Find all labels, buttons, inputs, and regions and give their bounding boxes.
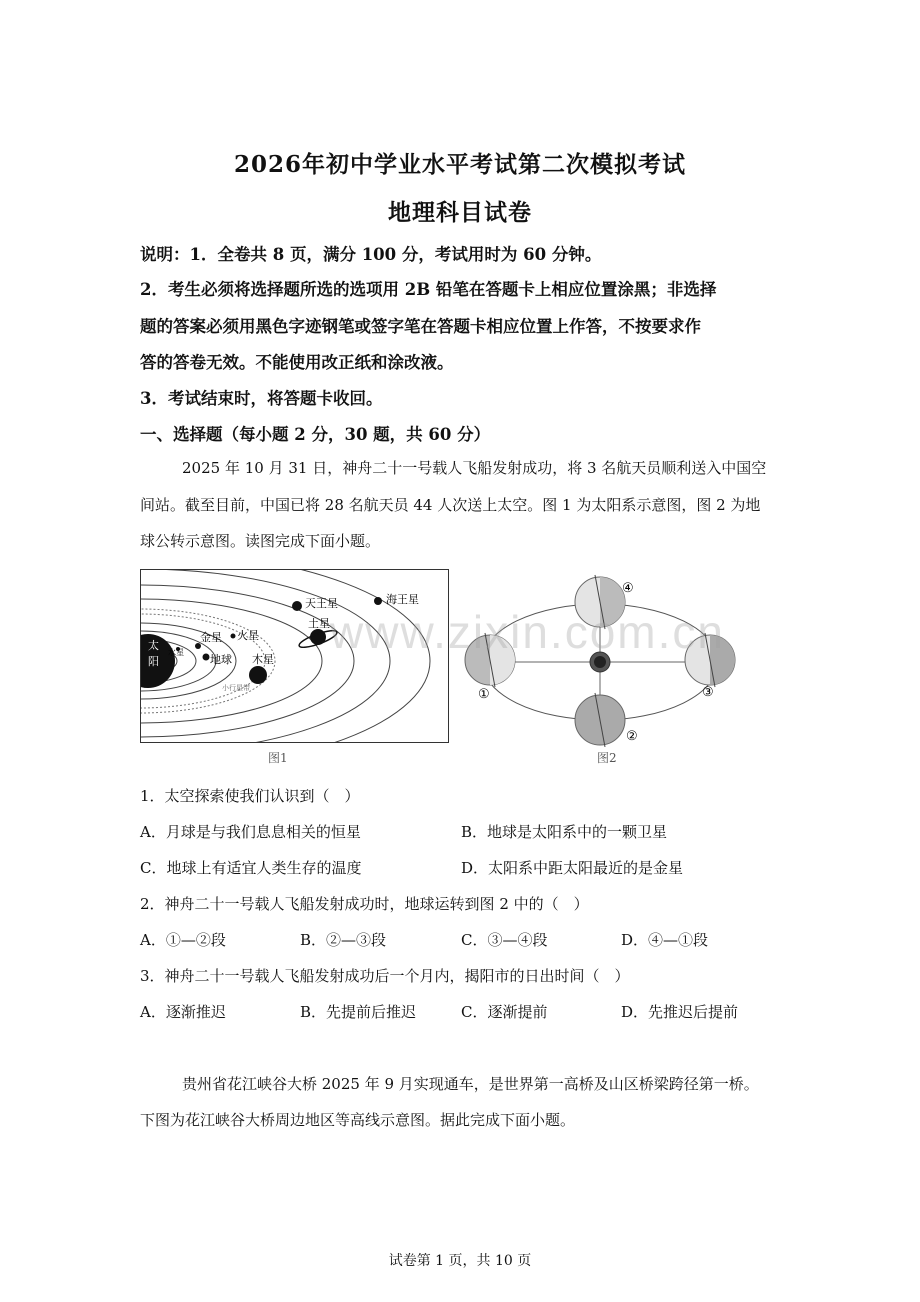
jupiter-label: 木星 — [252, 653, 274, 666]
earth-label: 地球 — [210, 653, 232, 666]
fig2-caption: 图2 — [597, 751, 617, 765]
passage2-line-1: 贵州省花江峡谷大桥 2025 年 9 月实现通车，是世界第一高桥及山区桥梁跨径第一桥。 — [182, 1075, 759, 1093]
sun-label-2: 阳 — [148, 655, 159, 668]
q3-stem: 3．神舟二十一号载人飞船发射成功后一个月内，揭阳市的日出时间（ ） — [140, 967, 630, 985]
page-footer: 试卷第 1 页，共 10 页 — [388, 1253, 532, 1269]
subject-title: 地理科目试卷 — [388, 199, 532, 226]
passage2-line-2: 下图为花江峡谷大桥周边地区等高线示意图。据此完成下面小题。 — [140, 1111, 576, 1129]
section-heading: 一、选择题（每小题 2 分，30 题，共 60 分） — [140, 425, 491, 444]
fig1-caption: 图1 — [268, 751, 288, 765]
q1-option-a: A．月球是与我们息息相关的恒星 — [140, 823, 361, 841]
label-3: ③ — [702, 685, 714, 700]
q2-option-b: B．②—③段 — [300, 931, 387, 949]
mars-label: 火星 — [237, 629, 259, 642]
q2-option-c: C．③—④段 — [461, 931, 548, 949]
q1-stem: 1．太空探索使我们认识到（ ） — [140, 787, 360, 805]
saturn-label: 土星 — [308, 617, 330, 630]
q3-option-c: C．逐渐提前 — [461, 1003, 548, 1021]
instruction-line-5: 3．考试结束时，将答题卡收回。 — [140, 389, 383, 408]
instruction-line-1: 说明：1．全卷共 8 页，满分 100 分，考试用时为 60 分钟。 — [140, 245, 602, 264]
watermark: www.zixin.com.cn — [330, 606, 725, 658]
label-1: ① — [478, 687, 490, 702]
q1-option-d: D．太阳系中距太阳最近的是金星 — [461, 859, 684, 877]
sun-label-1: 太 — [148, 639, 159, 652]
earth-position-2 — [575, 693, 625, 747]
label-2: ② — [626, 729, 638, 744]
mercury-label: 水星 — [168, 648, 184, 657]
asteroid-label: 小行星带 — [222, 684, 250, 692]
exam-title: 2026年初中学业水平考试第二次模拟考试 — [233, 151, 686, 178]
venus-label: 金星 — [200, 631, 222, 644]
neptune-label: 海王星 — [386, 593, 419, 606]
uranus-label: 天王星 — [305, 597, 338, 610]
label-4: ④ — [622, 581, 634, 596]
q3-option-d: D．先推迟后提前 — [621, 1003, 739, 1021]
q1-option-c: C．地球上有适宜人类生存的温度 — [140, 859, 362, 877]
passage1-line-2: 间站。截至目前，中国已将 28 名航天员 44 人次送上太空。图 1 为太阳系示意图，图 2 为地 — [140, 496, 761, 514]
instruction-line-2: 2．考生必须将选择题所选的选项用 2B 铅笔在答题卡上相应位置涂黑；非选择 — [140, 280, 717, 299]
passage1-line-3: 球公转示意图。读图完成下面小题。 — [140, 532, 381, 550]
q3-option-b: B．先提前后推迟 — [300, 1003, 417, 1021]
instruction-line-3: 题的答案必须用黑色字迹钢笔或签字笔在答题卡相应位置上作答，不按要求作 — [140, 317, 701, 336]
q3-option-a: A．逐渐推迟 — [140, 1003, 226, 1021]
earth-revolution-figure — [460, 572, 745, 747]
q2-option-d: D．④—①段 — [621, 931, 709, 949]
q1-option-b: B．地球是太阳系中的一颗卫星 — [461, 823, 668, 841]
q2-stem: 2．神舟二十一号载人飞船发射成功时，地球运转到图 2 中的（ ） — [140, 895, 589, 913]
instruction-line-4: 答的答卷无效。不能使用改正纸和涂改液。 — [140, 353, 454, 372]
q2-option-a: A．①—②段 — [140, 931, 226, 949]
passage1-line-1: 2025 年 10 月 31 日，神舟二十一号载人飞船发射成功，将 3 名航天员顺利送入中国空 — [182, 459, 767, 477]
